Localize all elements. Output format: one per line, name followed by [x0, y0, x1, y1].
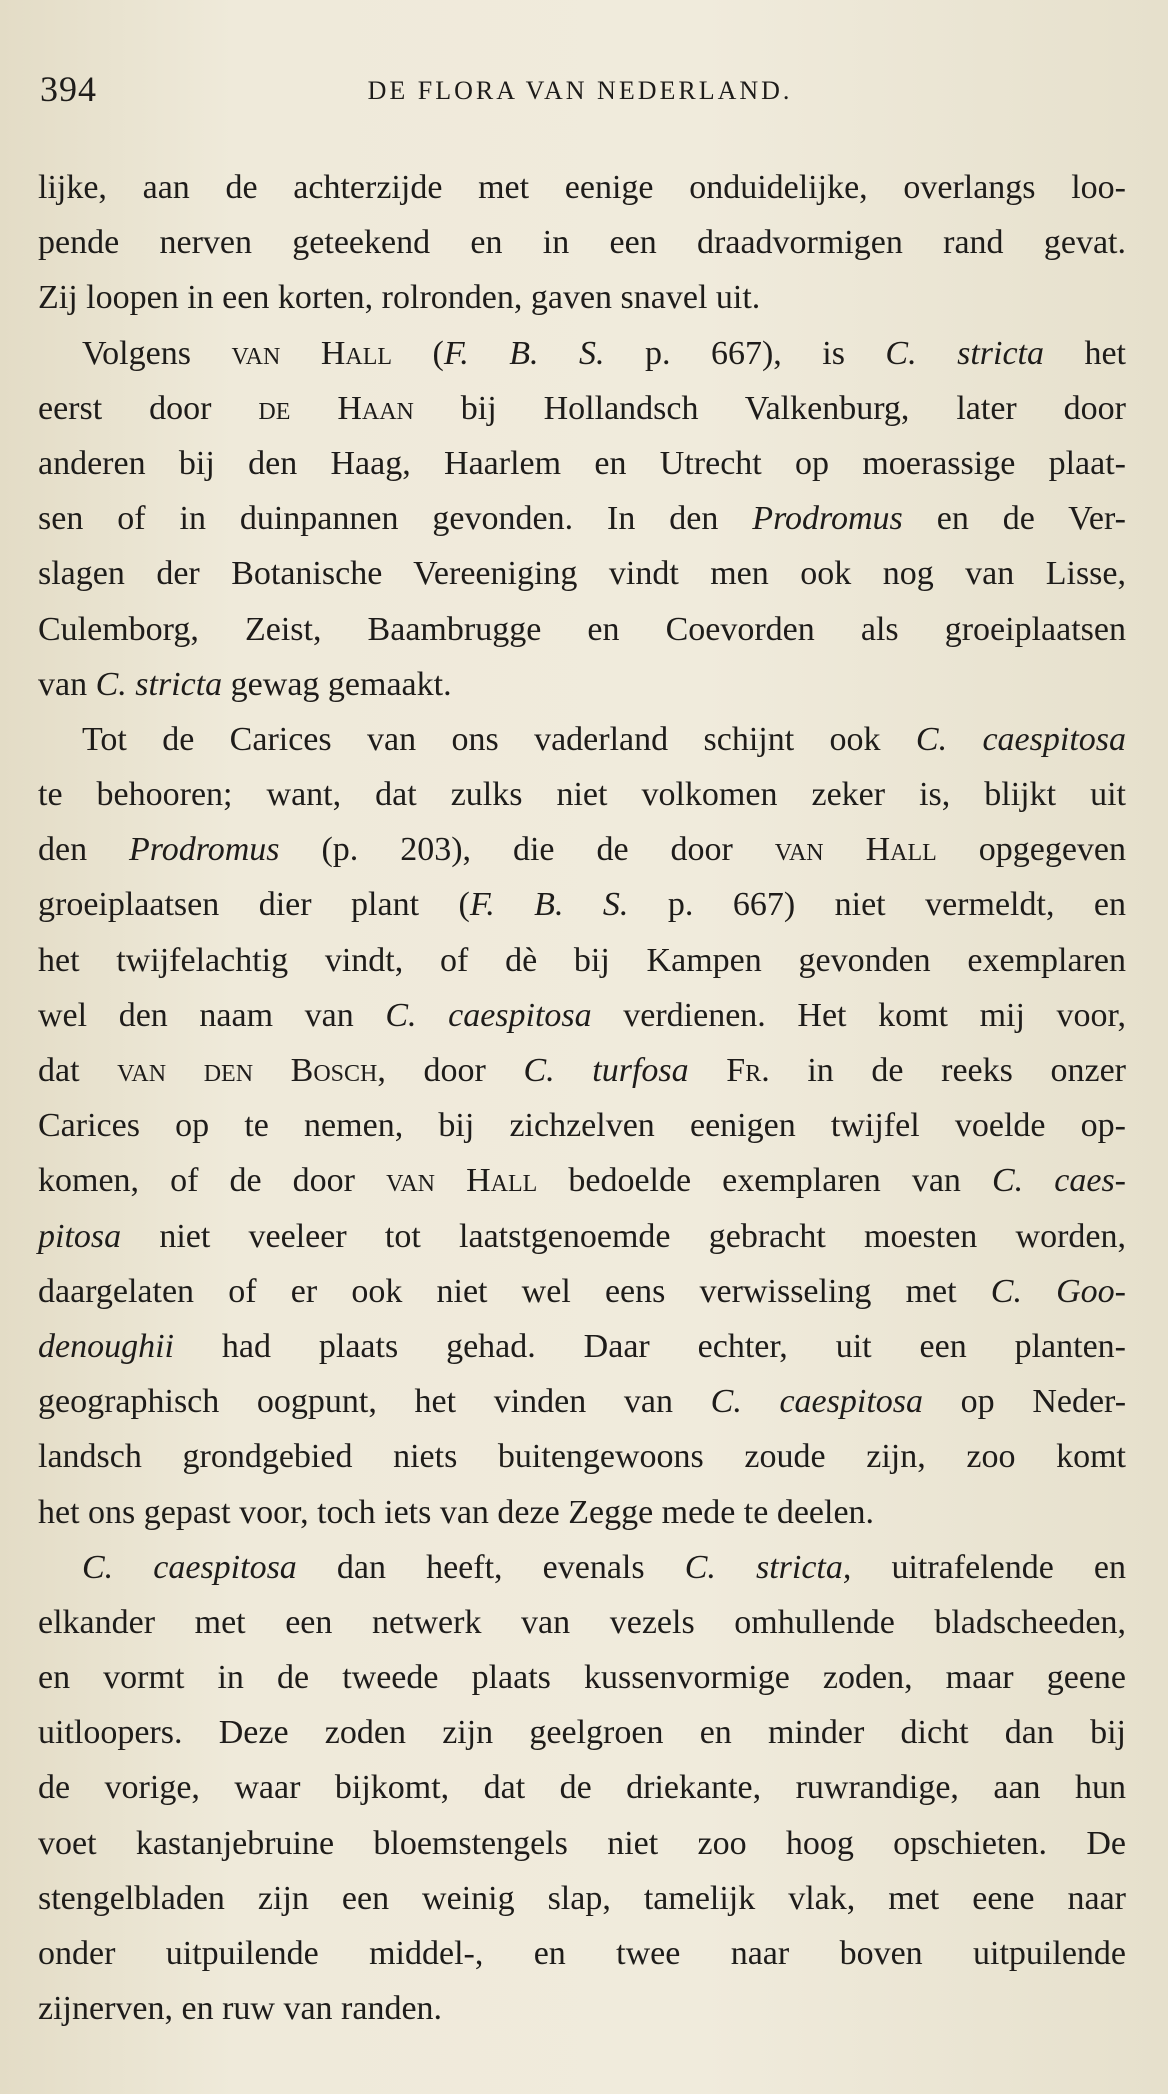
text-line: [38, 767, 1126, 822]
text-line: [38, 712, 1126, 767]
small-caps-text: van: [774, 831, 824, 869]
small-caps-text: van: [231, 334, 281, 372]
text-segment: groeiplaatsen dier plant (: [38, 886, 470, 924]
text-segment: komen, of de door: [38, 1162, 387, 1200]
text-segment: voet kastanjebruine bloemstengels niet zoo hoog opschieten. De: [38, 1824, 1126, 1862]
text-segment: te behooren; want, dat zulks niet volkomen zeker is, blijkt uit: [38, 776, 1126, 814]
italic-text: C. caespitosa: [82, 1548, 297, 1586]
italic-text: C. turfosa: [523, 1052, 689, 1089]
text-segment: p. 667) niet vermeldt, en: [628, 886, 1126, 924]
text-segment: eerst door: [38, 389, 259, 427]
text-segment: [435, 1162, 466, 1199]
italic-text: C. Goo-: [990, 1272, 1127, 1310]
text-line: [38, 270, 1126, 325]
text-line: [38, 1264, 1126, 1319]
text-line: [38, 381, 1126, 436]
text-line: [38, 877, 1126, 932]
italic-text: Prodromus: [752, 500, 903, 538]
text-segment: opgegeven: [936, 831, 1127, 869]
page-header: [40, 68, 1120, 118]
text-line: [38, 657, 1126, 712]
italic-text: C. stricta: [885, 334, 1044, 372]
italic-text: C. stricta,: [684, 1548, 852, 1586]
text-line: [38, 1760, 1126, 1815]
text-segment: niet veeleer tot laatstgenoemde gebracht moesten worden,: [121, 1217, 1126, 1255]
text-segment: den: [38, 831, 130, 869]
text-segment: Culemborg, Zeist, Baambrugge en Coevorden als groeiplaatsen: [38, 610, 1126, 648]
small-caps-text: Bosch: [290, 1052, 378, 1089]
small-caps-text: Haan: [337, 389, 414, 427]
text-line: [38, 1871, 1126, 1926]
text-segment: [824, 831, 866, 868]
text-segment: verdienen. Het komt mij voor,: [591, 996, 1127, 1034]
text-segment: lijke, aan de achterzijde met eenige onduidelijke, overlangs loo-: [38, 169, 1126, 206]
text-segment: Tot de Carices van ons vaderland schijnt ook: [82, 720, 916, 758]
text-segment: de vorige, waar bijkomt, dat de driekante, ruwrandige, aan hun: [38, 1769, 1126, 1807]
text-segment: anderen bij den Haag, Haarlem en Utrecht op moerassige plaat-: [38, 444, 1126, 482]
text-segment: in de reeks onzer: [769, 1052, 1127, 1089]
text-line: [38, 1485, 1126, 1540]
text-segment: bedoelde exemplaren van: [537, 1162, 992, 1200]
text-segment: Carices op te nemen, bij zichzelven eenigen twijfel voelde op-: [38, 1107, 1126, 1145]
italic-text: C. caes-: [992, 1162, 1126, 1200]
text-line: [38, 1098, 1126, 1153]
page-number: 394: [40, 69, 97, 109]
text-segment: p. 667), is: [604, 334, 886, 372]
text-segment: [280, 335, 320, 372]
small-caps-text: Fr.: [726, 1052, 770, 1089]
text-line: [38, 1043, 1126, 1098]
text-segment: dan heeft, evenals: [296, 1548, 685, 1586]
italic-text: Prodromus: [129, 831, 280, 869]
text-line: [38, 1540, 1126, 1595]
text-line: [38, 933, 1126, 988]
text-line: [38, 546, 1126, 601]
text-segment: bij Hollandsch Valkenburg, later door: [413, 389, 1127, 427]
italic-text: C. stricta: [95, 665, 223, 703]
text-segment: uitrafelende en: [851, 1548, 1126, 1586]
small-caps-text: de: [258, 389, 291, 427]
text-line: [38, 491, 1126, 546]
running-title: DE FLORA VAN NEDERLAND.: [367, 76, 793, 105]
text-segment: pende nerven geteekend en in een draadvormigen rand gevat.: [38, 224, 1126, 262]
text-segment: gewag gemaakt.: [222, 665, 452, 703]
text-line: [38, 160, 1126, 215]
text-segment: [290, 390, 337, 427]
text-segment: geographisch oogpunt, het vinden van: [38, 1383, 711, 1421]
text-line: [38, 1153, 1126, 1208]
text-segment: [689, 1052, 727, 1089]
text-line: [38, 1981, 1126, 2036]
text-line: [38, 1650, 1126, 1705]
text-segment: (p. 203), die de door: [279, 831, 775, 869]
small-caps-text: Hall: [865, 831, 937, 869]
italic-text: denoughii: [38, 1327, 174, 1365]
text-segment: wel den naam van: [38, 996, 386, 1034]
text-line: [38, 326, 1126, 381]
text-line: [38, 436, 1126, 491]
text-segment: slagen der Botanische Vereeniging vindt men ook nog van Lisse,: [38, 555, 1126, 593]
text-line: [38, 1595, 1126, 1650]
text-segment: uitloopers. Deze zoden zijn geelgroen en minder dicht dan bij: [38, 1714, 1126, 1752]
text-line: [38, 602, 1126, 657]
text-line: [38, 1319, 1126, 1374]
text-segment: Volgens: [82, 334, 232, 372]
body-text: [38, 160, 1126, 2036]
text-segment: en vormt in de tweede plaats kussenvormige zoden, maar geene: [38, 1659, 1126, 1697]
text-segment: en de Ver-: [902, 500, 1126, 538]
text-segment: dat: [38, 1052, 118, 1089]
text-segment: het ons gepast voor, toch iets van deze Zegge mede te deelen.: [38, 1493, 875, 1531]
italic-text: pitosa: [38, 1217, 122, 1255]
text-segment: stengelbladen zijn een weinig slap, tamelijk vlak, met eene naar: [38, 1879, 1126, 1917]
small-caps-text: van den: [117, 1052, 254, 1089]
text-segment: het twijfelachtig vindt, of dè bij Kampen gevonden exemplaren: [38, 941, 1126, 979]
text-line: [38, 1926, 1126, 1981]
text-line: [38, 1429, 1126, 1484]
text-segment: landsch grondgebied niets buitengewoons zoude zijn, zoo komt: [38, 1438, 1126, 1476]
text-line: [38, 1209, 1126, 1264]
text-segment: het: [1043, 334, 1127, 372]
text-segment: onder uitpuilende middel-, en twee naar boven uitpuilende: [38, 1935, 1126, 1972]
text-line: [38, 215, 1126, 270]
italic-text: C. caespitosa: [710, 1383, 924, 1421]
small-caps-text: Hall: [320, 334, 393, 372]
small-caps-text: Hall: [466, 1162, 538, 1200]
text-segment: van: [38, 665, 96, 703]
text-segment: [253, 1052, 291, 1089]
text-line: [38, 1816, 1126, 1871]
italic-text: C. caespitosa: [915, 720, 1126, 758]
text-line: [38, 822, 1126, 877]
text-line: [38, 1374, 1126, 1429]
text-segment: (: [392, 334, 444, 372]
text-segment: had plaats gehad. Daar echter, uit een planten-: [173, 1327, 1126, 1365]
text-segment: op Neder-: [923, 1383, 1127, 1421]
italic-text: F. B. S.: [443, 334, 605, 372]
text-line: [38, 1705, 1126, 1760]
text-segment: elkander met een netwerk van vezels omhullende bladscheeden,: [38, 1603, 1126, 1641]
text-segment: Zij loopen in een korten, rolronden, gaven snavel uit.: [38, 279, 761, 317]
italic-text: C. caespitosa: [385, 996, 592, 1034]
italic-text: F. B. S.: [469, 886, 629, 924]
text-line: [38, 988, 1126, 1043]
small-caps-text: van: [386, 1162, 435, 1200]
text-segment: sen of in duinpannen gevonden. In den: [38, 500, 753, 538]
text-segment: zijnerven, en ruw van randen.: [38, 1990, 443, 2028]
text-segment: , door: [377, 1052, 524, 1089]
text-segment: daargelaten of er ook niet wel eens verwisseling met: [38, 1272, 991, 1310]
